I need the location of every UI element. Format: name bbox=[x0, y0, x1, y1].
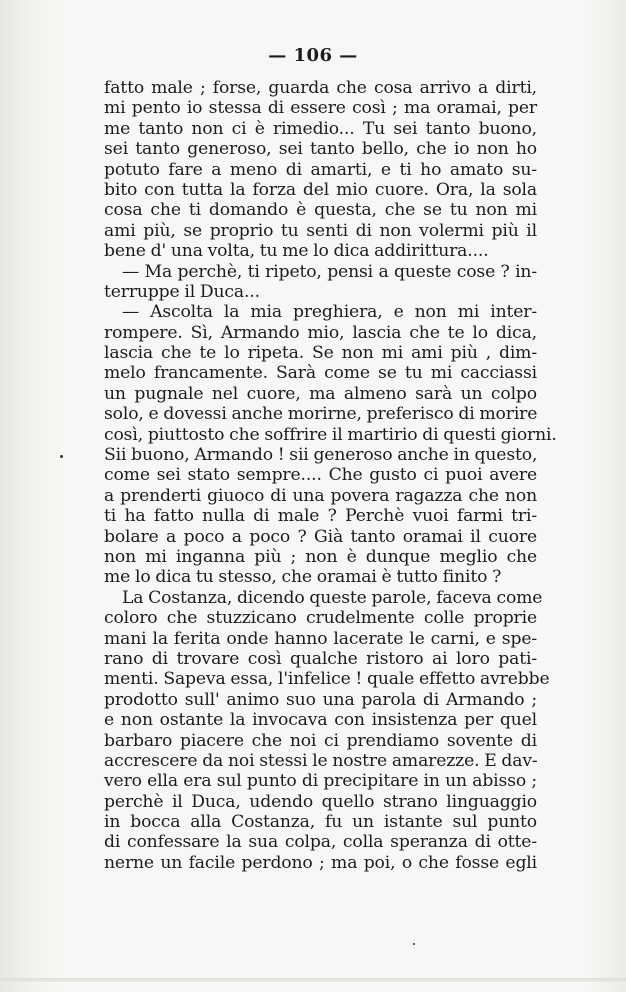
paper-speck bbox=[60, 455, 63, 458]
text-line: me lo dica tu stesso, che oramai è tutto finito ? bbox=[104, 567, 502, 588]
text-line: perchè il Duca, udendo quello strano linguaggio bbox=[104, 791, 537, 812]
text-line: ti ha fatto nulla di male ? Perchè vuoi farmi tri- bbox=[104, 506, 537, 527]
text-line: — Ascolta la mia preghiera, e non mi inter- bbox=[122, 302, 537, 323]
text-line: mani la ferita onde hanno lacerate le carni, e spe- bbox=[104, 628, 537, 649]
page-number: — 106 — bbox=[268, 45, 358, 66]
text-line: La Costanza, dicendo queste parole, faceva come bbox=[122, 587, 543, 608]
text-line: così, piuttosto che soffrire il martirio di questi giorni. bbox=[104, 424, 557, 445]
text-line: bito con tutta la forza del mio cuore. Ora, la sola bbox=[104, 179, 537, 200]
text-line: rompere. Sì, Armando mio, lascia che te lo dica, bbox=[104, 322, 537, 343]
text-line: cosa che ti domando è questa, che se tu non mi bbox=[104, 200, 537, 221]
text-line: — Ma perchè, ti ripeto, pensi a queste cose ? in- bbox=[122, 261, 537, 282]
text-line: barbaro piacere che noi ci prendiamo sovente di bbox=[104, 730, 537, 751]
text-line: fatto male ; forse, guarda che cosa arrivo a dirti, bbox=[104, 78, 537, 98]
text-line: bolare a poco a poco ? Già tanto oramai il cuore bbox=[104, 526, 537, 547]
text-line: mi pento io stessa di essere così ; ma oramai, per bbox=[104, 98, 537, 119]
text-line: lascia che te lo ripeta. Se non mi ami più , dim- bbox=[104, 343, 537, 364]
page-bottom-edge bbox=[0, 978, 626, 982]
text-line: prodotto sull' animo suo una parola di Armando ; bbox=[104, 689, 537, 710]
text-line: nerne un facile perdono ; ma poi, o che fosse egli bbox=[104, 852, 537, 873]
text-line: terruppe il Duca... bbox=[104, 281, 260, 302]
text-line: accrescere da noi stessi le nostre amarezze. E dav- bbox=[104, 750, 538, 771]
page-edge-shadow-left bbox=[0, 0, 60, 992]
text-line: potuto fare a meno di amarti, e ti ho amato su- bbox=[104, 159, 537, 180]
text-line: non mi inganna più ; non è dunque meglio che bbox=[104, 546, 537, 567]
text-line: Sii buono, Armando ! sii generoso anche in questo, bbox=[104, 445, 538, 466]
text-line: solo, e dovessi anche morirne, preferisco di morire bbox=[104, 404, 538, 425]
text-line: coloro che stuzzicano crudelmente colle proprie bbox=[104, 608, 537, 629]
text-line: e non ostante la invocava con insistenza per quel bbox=[104, 710, 537, 731]
page-edge-shadow-right bbox=[586, 0, 626, 992]
text-line: melo francamente. Sarà come se tu mi cacciassi bbox=[104, 363, 537, 384]
text-line: in bocca alla Costanza, fu un istante sul punto bbox=[104, 812, 537, 833]
text-line: come sei stato sempre.... Che gusto ci puoi avere bbox=[104, 465, 537, 486]
text-line: rano di trovare così qualche ristoro ai loro pati- bbox=[104, 648, 537, 669]
text-line: bene d' una volta, tu me lo dica addirittura.... bbox=[104, 241, 489, 262]
paper-speck bbox=[413, 943, 415, 945]
text-line: menti. Sapeva essa, l'infelice ! quale effetto avrebbe bbox=[104, 669, 550, 690]
body-text bbox=[104, 78, 557, 873]
text-line: un pugnale nel cuore, ma almeno sarà un colpo bbox=[104, 383, 537, 404]
text-line: a prenderti giuoco di una povera ragazza che non bbox=[104, 485, 537, 506]
text-line: ami più, se proprio tu senti di non volermi più il bbox=[104, 220, 537, 241]
text-line: sei tanto generoso, sei tanto bello, che io non ho bbox=[104, 139, 537, 160]
text-line: di confessare la sua colpa, colla speranza di otte- bbox=[104, 832, 537, 853]
text-line: vero ella era sul punto di precipitare in un abisso ; bbox=[104, 771, 537, 792]
text-line: me tanto non ci è rimedio... Tu sei tanto buono, bbox=[104, 118, 537, 139]
